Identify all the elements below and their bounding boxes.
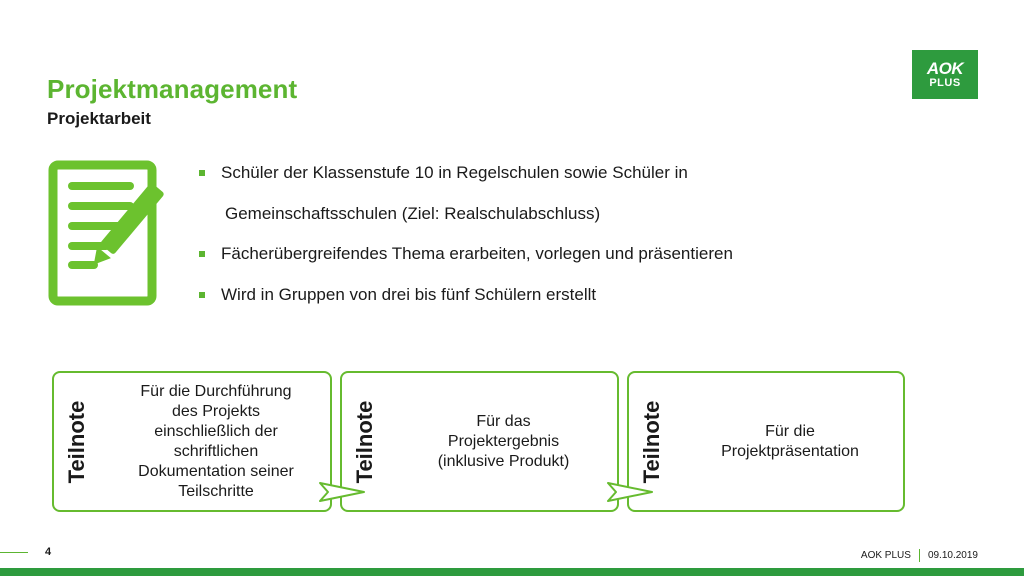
bullet-item: [199, 244, 899, 264]
bullet-text-continuation: Gemeinschaftsschulen (Ziel: Realschulabschluss): [225, 204, 601, 223]
card-text: Für das Projektergebnis (inklusive Produkt): [437, 412, 570, 470]
bullet-marker: [199, 170, 205, 176]
bullet-text: Wird in Gruppen von drei bis fünf Schülern erstellt: [221, 285, 597, 304]
bullet-text: Schüler der Klassenstufe 10 in Regelschulen sowie Schüler in: [221, 163, 688, 182]
grade-card-3: [627, 371, 905, 512]
document-edit-icon: [48, 160, 196, 308]
page-title: Projektmanagement: [47, 74, 298, 104]
arrow-right-icon: [606, 481, 654, 503]
footer-date: 09.10.2019: [927, 550, 978, 561]
bullet-marker: [199, 251, 205, 257]
footer-info: [861, 549, 978, 562]
card-label: Teilnote: [639, 400, 664, 483]
arrow-right-icon: [318, 481, 366, 503]
bullet-marker: [199, 292, 205, 298]
card-text: Für die Projektpräsentation: [721, 422, 859, 460]
bullet-list: [199, 163, 899, 305]
logo-line-1: AOK: [926, 58, 964, 78]
aok-plus-logo: [912, 50, 978, 99]
bullet-text: Fächerübergreifendes Thema erarbeiten, vorlegen und präsentieren: [221, 244, 733, 263]
page-subtitle: Projektarbeit: [47, 109, 151, 128]
card-label: Teilnote: [352, 400, 377, 483]
grade-card-2: [340, 371, 619, 512]
logo-line-2: PLUS: [929, 76, 961, 89]
card-text: Für die Durchführung des Projekts einschließlich der schriftlichen Dokumentation seiner Teilschritte: [138, 382, 294, 500]
page-number: 4: [45, 546, 52, 558]
footer-separator: [919, 549, 920, 562]
footer-accent-line: [0, 552, 28, 553]
footer-org: AOK PLUS: [860, 550, 911, 561]
grade-card-1: [52, 371, 332, 512]
bullet-item: [199, 285, 899, 305]
bottom-bar: [0, 568, 1024, 576]
card-label: Teilnote: [64, 400, 89, 483]
bullet-item: [199, 163, 899, 183]
